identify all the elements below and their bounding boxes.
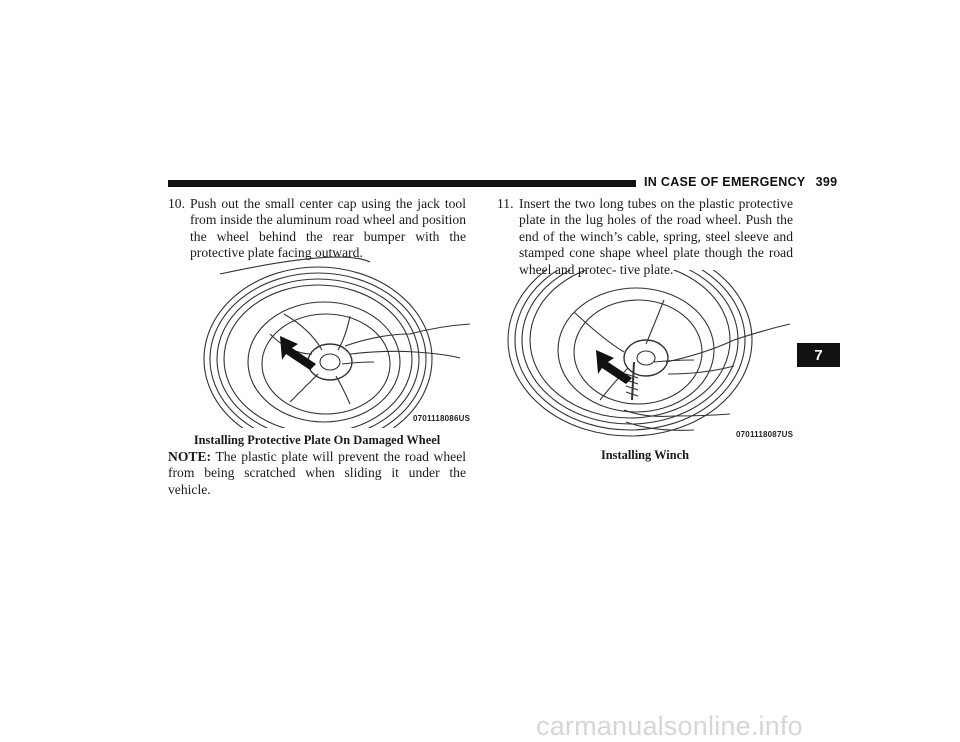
wheel-plate-illustration (200, 254, 470, 428)
figure-caption: Installing Protective Plate On Damaged Wheel (193, 433, 441, 447)
note-text: The plastic plate will prevent the road wheel from being scratched when sliding it under the vehicle. (168, 449, 467, 497)
figure-winch (504, 270, 794, 444)
page-number: 399 (815, 175, 838, 189)
figure-caption: Installing Winch (600, 448, 690, 462)
running-header (644, 175, 837, 189)
note (168, 449, 466, 498)
section-title: IN CASE OF EMERGENCY (644, 175, 806, 189)
header-rule (168, 180, 636, 187)
right-column (497, 196, 793, 278)
figure-code: 0701118087US (736, 430, 794, 439)
step-number: 11. (497, 196, 514, 211)
chapter-tab: 7 (797, 343, 840, 367)
step-text: Insert the two long tubes on the plastic protective plate in the lug holes of the road wheel. Push the end of the winch’s cable, spring, steel sleeve and stamped cone shape wheel plate though the road wheel and protec- tive plate. (519, 196, 793, 277)
step-10 (168, 196, 466, 262)
winch-illustration (504, 270, 794, 444)
figure-code: 0701118086US (413, 414, 471, 423)
step-number: 10. (168, 196, 185, 211)
left-column (168, 196, 466, 262)
step-text: Push out the small center cap using the jack tool from inside the aluminum road wheel and position the wheel behind the rear bumper with the protective plate facing outward. (190, 196, 466, 261)
note-label: NOTE: (168, 449, 212, 464)
figure-protective-plate (200, 254, 470, 428)
watermark: carmanualsonline.info (536, 711, 803, 741)
step-11 (497, 196, 793, 278)
